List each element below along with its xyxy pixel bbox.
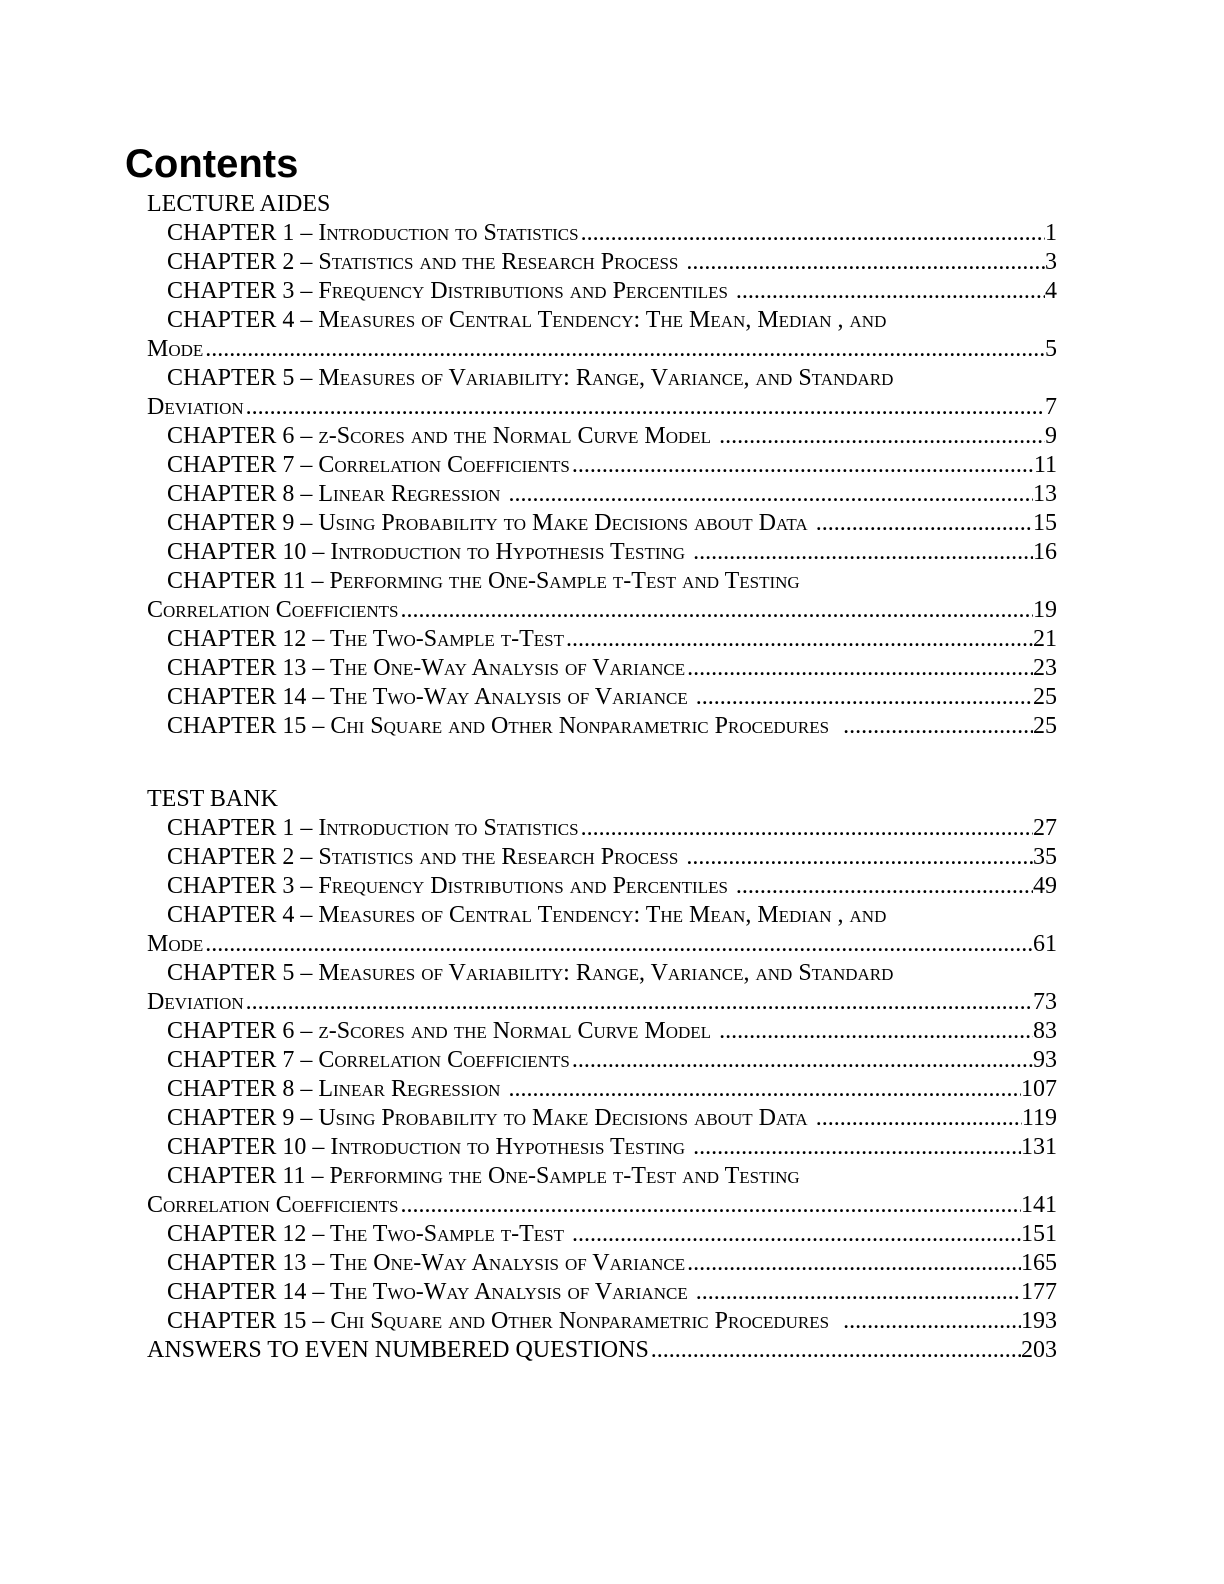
dot-leader — [696, 683, 1033, 712]
toc-entry-line — [147, 1336, 1057, 1365]
entry-page-number: 4 — [1045, 278, 1057, 304]
entry-label: CHAPTER 6 – z-Scores and the Normal Curve Model — [167, 1018, 718, 1044]
entry-page-number: 1 — [1045, 220, 1057, 246]
toc-entry — [147, 843, 1057, 872]
toc-entry-line — [147, 625, 1057, 654]
toc-entry-line — [147, 1075, 1057, 1104]
entry-label: ANSWERS TO EVEN NUMBERED QUESTIONS — [147, 1337, 649, 1363]
entry-label: CHAPTER 9 – Using Probability to Make Decisions about Data — [167, 1105, 814, 1131]
toc-entry-last-line — [147, 988, 1057, 1017]
entry-label: CHAPTER 9 – Using Probability to Make Decisions about Data — [167, 510, 814, 536]
entry-label: CHAPTER 1 – Introduction to Statistics — [167, 815, 579, 841]
entry-label: CHAPTER 1 – Introduction to Statistics — [167, 220, 579, 246]
entry-page-number: 16 — [1033, 539, 1057, 565]
entry-label: CHAPTER 15 – Chi Square and Other Nonparametric Procedures — [167, 1308, 842, 1334]
entry-page-number: 19 — [1033, 597, 1057, 623]
entry-label: CHAPTER 12 – The Two-Sample t-Test — [167, 626, 564, 652]
toc-entry-line — [147, 1220, 1057, 1249]
entry-page-number: 151 — [1021, 1221, 1057, 1247]
toc-entry-first-line — [147, 364, 1057, 393]
dot-leader — [581, 219, 1045, 248]
toc-entry — [147, 306, 1057, 364]
entry-page-number: 25 — [1033, 713, 1057, 739]
toc-entry-line — [147, 248, 1057, 277]
toc-entry-first-line — [147, 901, 1057, 930]
toc-entry-line — [147, 843, 1057, 872]
entry-page-number: 93 — [1033, 1047, 1057, 1073]
dot-leader — [686, 843, 1033, 872]
entry-label: CHAPTER 8 – Linear Regression — [167, 1076, 507, 1102]
entry-page-number: 73 — [1033, 989, 1057, 1015]
entry-label: CHAPTER 7 – Correlation Coefficients — [167, 1047, 570, 1073]
entry-page-number: 131 — [1021, 1134, 1057, 1160]
entry-page-number: 165 — [1021, 1250, 1057, 1276]
toc-entry-line — [147, 422, 1057, 451]
dot-leader — [719, 1017, 1033, 1046]
entry-page-number: 9 — [1045, 423, 1057, 449]
toc-entry-line — [147, 654, 1057, 683]
entry-label-continued: Mode — [147, 931, 204, 957]
entry-page-number: 141 — [1021, 1192, 1057, 1218]
toc-entry — [147, 1075, 1057, 1104]
dot-leader — [508, 1075, 1021, 1104]
toc-entry-line — [147, 509, 1057, 538]
entry-label: CHAPTER 10 – Introduction to Hypothesis Testing — [167, 1134, 692, 1160]
dot-leader — [508, 480, 1033, 509]
entry-label-continued: Correlation Coefficients — [147, 1192, 399, 1218]
dot-leader — [736, 872, 1033, 901]
toc-entry-line — [147, 480, 1057, 509]
entry-page-number: 5 — [1045, 336, 1057, 362]
entry-label-continued: Deviation — [147, 989, 244, 1015]
entry-page-number: 203 — [1021, 1337, 1057, 1363]
toc-entry — [147, 1046, 1057, 1075]
entry-label-continued: Correlation Coefficients — [147, 597, 399, 623]
dot-leader — [843, 1307, 1021, 1336]
toc-entry-line — [147, 1046, 1057, 1075]
toc-entry-last-line — [147, 596, 1057, 625]
toc-entry-line — [147, 219, 1057, 248]
toc-entry — [147, 959, 1057, 1017]
dot-leader — [651, 1336, 1021, 1365]
toc-section — [147, 190, 1057, 741]
entry-page-number: 119 — [1021, 1105, 1057, 1131]
dot-leader — [816, 509, 1033, 538]
entry-label: CHAPTER 8 – Linear Regression — [167, 481, 507, 507]
toc-entry-line — [147, 451, 1057, 480]
entry-label: CHAPTER 3 – Frequency Distributions and Percentiles — [167, 278, 734, 304]
dot-leader — [687, 654, 1033, 683]
entry-label-continued: Deviation — [147, 394, 244, 420]
entry-label: CHAPTER 6 – z-Scores and the Normal Curve Model — [167, 423, 718, 449]
toc-entry — [147, 872, 1057, 901]
entry-label: CHAPTER 14 – The Two-Way Analysis of Variance — [167, 1279, 694, 1305]
toc-entry — [147, 625, 1057, 654]
entry-label-continued: Mode — [147, 336, 204, 362]
dot-leader — [400, 596, 1033, 625]
entry-page-number: 21 — [1033, 626, 1057, 652]
entry-label: CHAPTER 4 – Measures of Central Tendency: The Mean, Median , and — [167, 902, 887, 928]
toc-entry — [147, 509, 1057, 538]
dot-leader — [246, 988, 1033, 1017]
page-title: Contents — [125, 142, 299, 186]
section-heading: TEST BANK — [147, 786, 278, 812]
toc-entry-first-line — [147, 1162, 1057, 1191]
entry-page-number: 61 — [1033, 931, 1057, 957]
dot-leader — [843, 712, 1033, 741]
dot-leader — [205, 930, 1033, 959]
entry-label: CHAPTER 5 – Measures of Variability: Range, Variance, and Standard — [167, 365, 894, 391]
toc-entry-line — [147, 683, 1057, 712]
entry-label: CHAPTER 12 – The Two-Sample t-Test — [167, 1221, 570, 1247]
toc-entry-line — [147, 277, 1057, 306]
entry-label: CHAPTER 2 – Statistics and the Research Process — [167, 249, 685, 275]
entry-label: CHAPTER 11 – Performing the One-Sample t-Test and Testing — [167, 568, 800, 594]
table-of-contents — [147, 190, 1057, 1365]
entry-label: CHAPTER 7 – Correlation Coefficients — [167, 452, 570, 478]
toc-entry-line — [147, 1017, 1057, 1046]
entry-page-number: 35 — [1033, 844, 1057, 870]
entry-label: CHAPTER 10 – Introduction to Hypothesis Testing — [167, 539, 692, 565]
entry-page-number: 193 — [1021, 1308, 1057, 1334]
dot-leader — [686, 248, 1045, 277]
entry-page-number: 83 — [1033, 1018, 1057, 1044]
entry-label: CHAPTER 3 – Frequency Distributions and Percentiles — [167, 873, 734, 899]
toc-entry-line — [147, 712, 1057, 741]
entry-page-number: 23 — [1033, 655, 1057, 681]
dot-leader — [719, 422, 1045, 451]
entry-page-number: 7 — [1045, 394, 1057, 420]
toc-entry-first-line — [147, 959, 1057, 988]
entry-label: CHAPTER 4 – Measures of Central Tendency: The Mean, Median , and — [167, 307, 887, 333]
toc-entry — [147, 1104, 1057, 1133]
toc-entry — [147, 219, 1057, 248]
toc-entry — [147, 712, 1057, 741]
toc-entry-line — [147, 1278, 1057, 1307]
dot-leader — [687, 1249, 1021, 1278]
toc-section — [147, 785, 1057, 1365]
entry-label: CHAPTER 15 – Chi Square and Other Nonparametric Procedures — [167, 713, 842, 739]
dot-leader — [572, 1046, 1033, 1075]
entry-page-number: 3 — [1045, 249, 1057, 275]
dot-leader — [205, 335, 1045, 364]
dot-leader — [400, 1191, 1021, 1220]
toc-entry — [147, 248, 1057, 277]
entry-page-number: 107 — [1021, 1076, 1057, 1102]
dot-leader — [581, 814, 1033, 843]
toc-entry-last-line — [147, 335, 1057, 364]
entry-page-number: 49 — [1033, 873, 1057, 899]
dot-leader — [736, 277, 1045, 306]
toc-entry-first-line — [147, 567, 1057, 596]
dot-leader — [566, 625, 1033, 654]
dot-leader — [816, 1104, 1022, 1133]
toc-entry — [147, 1307, 1057, 1336]
entry-label: CHAPTER 13 – The One-Way Analysis of Variance — [167, 1250, 686, 1276]
toc-entry-line — [147, 872, 1057, 901]
toc-entry — [147, 422, 1057, 451]
entry-page-number: 177 — [1021, 1279, 1057, 1305]
toc-entry — [147, 480, 1057, 509]
toc-entry — [147, 1220, 1057, 1249]
entry-page-number: 25 — [1033, 684, 1057, 710]
entry-label: CHAPTER 13 – The One-Way Analysis of Variance — [167, 655, 686, 681]
toc-entry-first-line — [147, 306, 1057, 335]
toc-entry — [147, 654, 1057, 683]
entry-label: CHAPTER 11 – Performing the One-Sample t-Test and Testing — [167, 1163, 800, 1189]
toc-entry-line — [147, 538, 1057, 567]
toc-entry-line — [147, 814, 1057, 843]
entry-page-number: 15 — [1033, 510, 1057, 536]
toc-entry — [147, 683, 1057, 712]
section-heading: LECTURE AIDES — [147, 191, 331, 217]
entry-page-number: 27 — [1033, 815, 1057, 841]
entry-label: CHAPTER 14 – The Two-Way Analysis of Variance — [167, 684, 694, 710]
toc-entry — [147, 1336, 1057, 1365]
toc-entry-last-line — [147, 930, 1057, 959]
toc-entry-last-line — [147, 1191, 1057, 1220]
toc-entry — [147, 1249, 1057, 1278]
toc-entry-line — [147, 1249, 1057, 1278]
toc-entry — [147, 451, 1057, 480]
toc-entry — [147, 901, 1057, 959]
toc-entry — [147, 364, 1057, 422]
toc-entry — [147, 1133, 1057, 1162]
toc-entry — [147, 1278, 1057, 1307]
dot-leader — [572, 451, 1034, 480]
entry-page-number: 11 — [1033, 452, 1057, 478]
toc-entry — [147, 814, 1057, 843]
toc-entry — [147, 567, 1057, 625]
toc-entry — [147, 538, 1057, 567]
toc-entry-line — [147, 1307, 1057, 1336]
dot-leader — [693, 1133, 1021, 1162]
entry-page-number: 13 — [1033, 481, 1057, 507]
toc-entry — [147, 277, 1057, 306]
toc-entry-last-line — [147, 393, 1057, 422]
entry-label: CHAPTER 5 – Measures of Variability: Range, Variance, and Standard — [167, 960, 894, 986]
entry-label: CHAPTER 2 – Statistics and the Research Process — [167, 844, 685, 870]
toc-entry-line — [147, 1104, 1057, 1133]
dot-leader — [246, 393, 1045, 422]
dot-leader — [693, 538, 1033, 567]
dot-leader — [696, 1278, 1021, 1307]
dot-leader — [572, 1220, 1021, 1249]
toc-entry — [147, 1017, 1057, 1046]
toc-entry-line — [147, 1133, 1057, 1162]
toc-entry — [147, 1162, 1057, 1220]
